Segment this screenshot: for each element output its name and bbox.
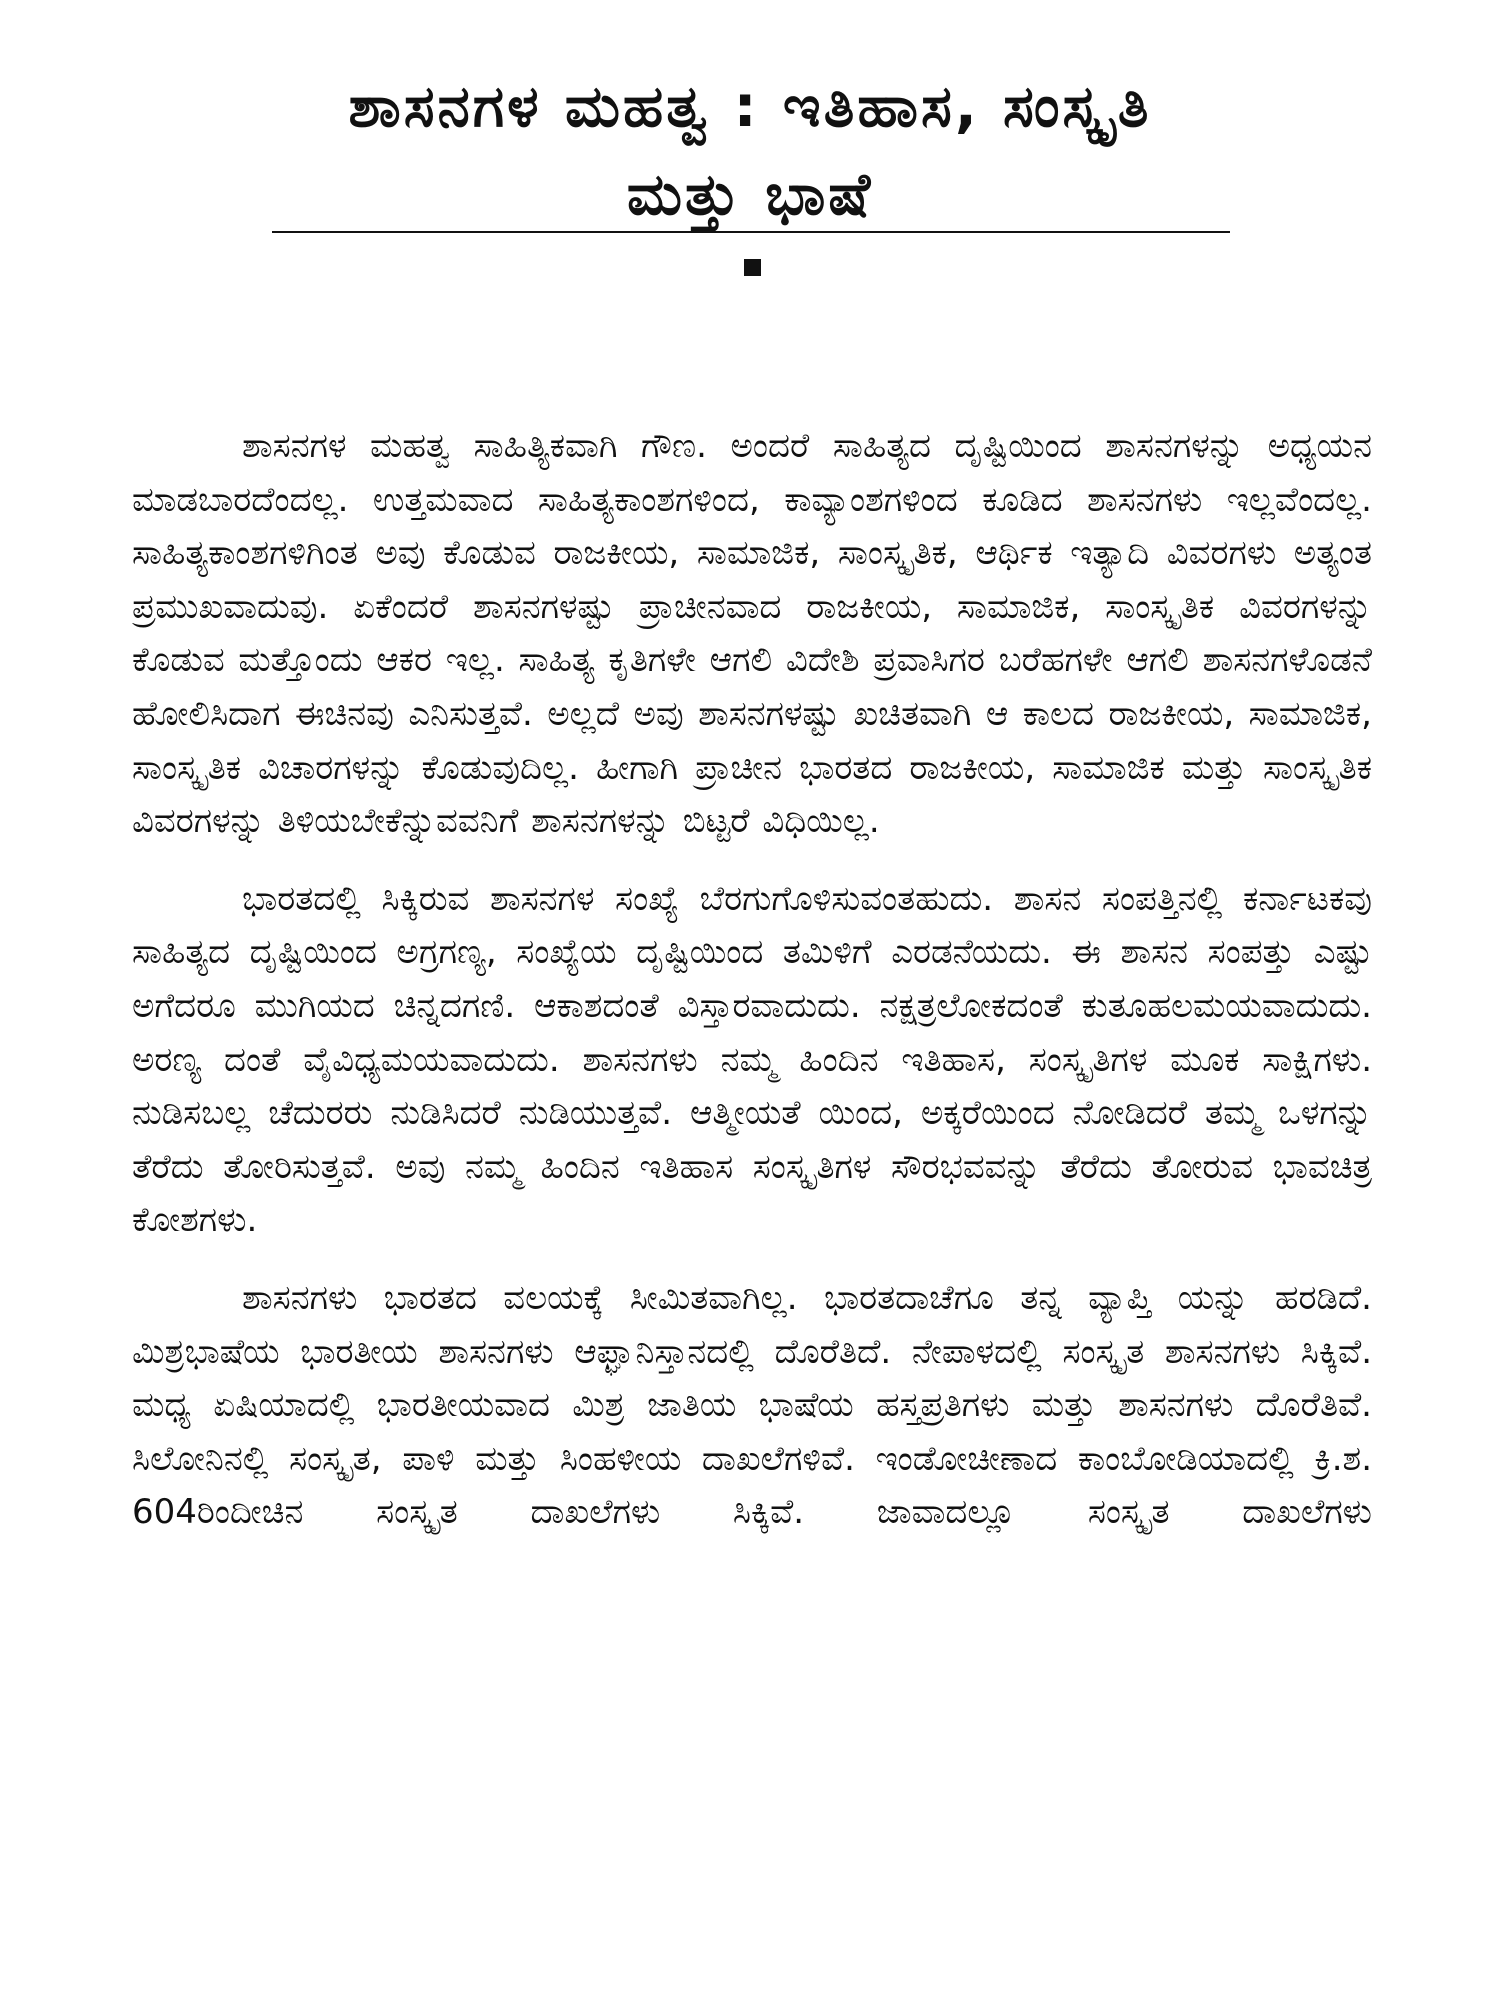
title-line-1: ಶಾಸನಗಳ ಮಹತ್ವ : ಇತಿಹಾಸ, ಸಂಸ್ಕೃತಿ [348, 72, 1152, 140]
title-divider [272, 231, 1230, 233]
paragraph-1: ಶಾಸನಗಳ ಮಹತ್ವ ಸಾಹಿತ್ಯಿಕವಾಗಿ ಗೌಣ. ಅಂದರೆ ಸಾಹಿತ್ಯದ ದೃಷ್ಟಿಯಿಂದ ಶಾಸನಗಳನ್ನು ಅಧ್ಯಯನ ಮಾಡಬಾರದೆಂದಲ್ಲ. ಉತ್ತಮವಾದ ಸಾಹಿತ್ಯಕಾಂಶಗಳಿಂದ, ಕಾವ್ಯಾಂಶಗಳಿಂದ ಕೂಡಿದ ಶಾಸನಗಳು ಇಲ್ಲವೆಂದಲ್ಲ. ಸಾಹಿತ್ಯಕಾಂಶಗಳಿಗಿಂತ ಅವು ಕೊಡುವ ರಾಜಕೀಯ, ಸಾಮಾಜಿಕ, ಸಾಂಸ್ಕೃತಿಕ, ಆರ್ಥಿಕ ಇತ್ಯಾದಿ ವಿವರಗಳು ಅತ್ಯಂತ ಪ್ರಮುಖವಾದುವು. ಏಕೆಂದರೆ ಶಾಸನಗಳಷ್ಟು ಪ್ರಾಚೀನವಾದ ರಾಜಕೀಯ, ಸಾಮಾಜಿಕ, ಸಾಂಸ್ಕೃತಿಕ ವಿವರಗಳನ್ನು ಕೊಡುವ ಮತ್ತೊಂದು ಆಕರ ಇಲ್ಲ. ಸಾಹಿತ್ಯ ಕೃತಿಗಳೇ ಆಗಲಿ ವಿದೇಶಿ ಪ್ರವಾಸಿಗರ ಬರೆಹಗಳೇ ಆಗಲಿ ಶಾಸನಗಳೊಡನೆ ಹೋಲಿಸಿದಾಗ ಈಚಿನವು ಎನಿಸುತ್ತವೆ. ಅಲ್ಲದೆ ಅವು ಶಾಸನಗಳಷ್ಟು ಖಚಿತವಾಗಿ ಆ ಕಾಲದ ರಾಜಕೀಯ, ಸಾಮಾಜಿಕ, ಸಾಂಸ್ಕೃತಿಕ ವಿಚಾರಗಳನ್ನು ಕೊಡುವುದಿಲ್ಲ. ಹೀಗಾಗಿ ಪ್ರಾಚೀನ ಭಾರತದ ರಾಜಕೀಯ, ಸಾಮಾಜಿಕ ಮತ್ತು ಸಾಂಸ್ಕೃತಿಕ ವಿವರಗಳನ್ನು ತಿಳಿಯಬೇಕೆನ್ನುವವನಿಗೆ ಶಾಸನಗಳನ್ನು ಬಿಟ್ಟರೆ ವಿಧಿಯಿಲ್ಲ. [132, 426, 1372, 842]
paragraph-3: ಶಾಸನಗಳು ಭಾರತದ ವಲಯಕ್ಕೆ ಸೀಮಿತವಾಗಿಲ್ಲ. ಭಾರತದಾಚೆಗೂ ತನ್ನ ವ್ಯಾಪ್ತಿ ಯನ್ನು ಹರಡಿದೆ. ಮಿಶ್ರಭಾಷೆಯ ಭಾರತೀಯ ಶಾಸನಗಳು ಆಫ್ಘಾನಿಸ್ತಾನದಲ್ಲಿ ದೊರೆತಿದೆ. ನೇಪಾಳದಲ್ಲಿ ಸಂಸ್ಕೃತ ಶಾಸನಗಳು ಸಿಕ್ಕಿವೆ. ಮಧ್ಯ ಏಷಿಯಾದಲ್ಲಿ ಭಾರತೀಯವಾದ ಮಿಶ್ರ ಜಾತಿಯ ಭಾಷೆಯ ಹಸ್ತಪ್ರತಿಗಳು ಮತ್ತು ಶಾಸನಗಳು ದೊರೆತಿವೆ. ಸಿಲೋನಿನಲ್ಲಿ ಸಂಸ್ಕೃತ, ಪಾಳಿ ಮತ್ತು ಸಿಂಹಳೀಯ ದಾಖಲೆಗಳಿವೆ. ಇಂಡೋಚೀಣಾದ ಕಾಂಬೋಡಿಯಾದಲ್ಲಿ ಕ್ರಿ.ಶ. 604ರಿಂದೀಚಿನ ಸಂಸ್ಕೃತ ದಾಖಲೆಗಳು ಸಿಕ್ಕಿವೆ. ಜಾವಾದಲ್ಲೂ ಸಂಸ್ಕೃತ ದಾಖಲೆಗಳು [132, 1277, 1372, 1533]
paragraph-2: ಭಾರತದಲ್ಲಿ ಸಿಕ್ಕಿರುವ ಶಾಸನಗಳ ಸಂಖ್ಯೆ ಬೆರಗುಗೊಳಿಸುವಂತಹುದು. ಶಾಸನ ಸಂಪತ್ತಿನಲ್ಲಿ ಕರ್ನಾಟಕವು ಸಾಹಿತ್ಯದ ದೃಷ್ಟಿಯಿಂದ ಅಗ್ರಗಣ್ಯ, ಸಂಖ್ಯೆಯ ದೃಷ್ಟಿಯಿಂದ ತಮಿಳಿಗೆ ಎರಡನೆಯದು. ಈ ಶಾಸನ ಸಂಪತ್ತು ಎಷ್ಟು ಅಗೆದರೂ ಮುಗಿಯದ ಚಿನ್ನದಗಣಿ. ಆಕಾಶದಂತೆ ವಿಸ್ತಾರವಾದುದು. ನಕ್ಷತ್ರಲೋಕದಂತೆ ಕುತೂಹಲಮಯವಾದುದು. ಅರಣ್ಯ ದಂತೆ ವೈವಿಧ್ಯಮಯವಾದುದು. ಶಾಸನಗಳು ನಮ್ಮ ಹಿಂದಿನ ಇತಿಹಾಸ, ಸಂಸ್ಕೃತಿಗಳ ಮೂಕ ಸಾಕ್ಷಿಗಳು. ನುಡಿಸಬಲ್ಲ ಚೆದುರರು ನುಡಿಸಿದರೆ ನುಡಿಯುತ್ತವೆ. ಆತ್ಮೀಯತೆ ಯಿಂದ, ಅಕ್ಕರೆಯಿಂದ ನೋಡಿದರೆ ತಮ್ಮ ಒಳಗನ್ನು ತೆರೆದು ತೋರಿಸುತ್ತವೆ. ಅವು ನಮ್ಮ ಹಿಂದಿನ ಇತಿಹಾಸ ಸಂಸ್ಕೃತಿಗಳ ಸೌರಭವವನ್ನು ತೆರೆದು ತೋರುವ ಭಾವಚಿತ್ರ ಕೋಶಗಳು. [132, 878, 1372, 1241]
title-line-2: ಮತ್ತು ಭಾಷೆ [626, 160, 874, 228]
page-title [150, 62, 1350, 238]
body-text [132, 420, 1372, 1564]
square-bullet-icon [744, 259, 761, 276]
